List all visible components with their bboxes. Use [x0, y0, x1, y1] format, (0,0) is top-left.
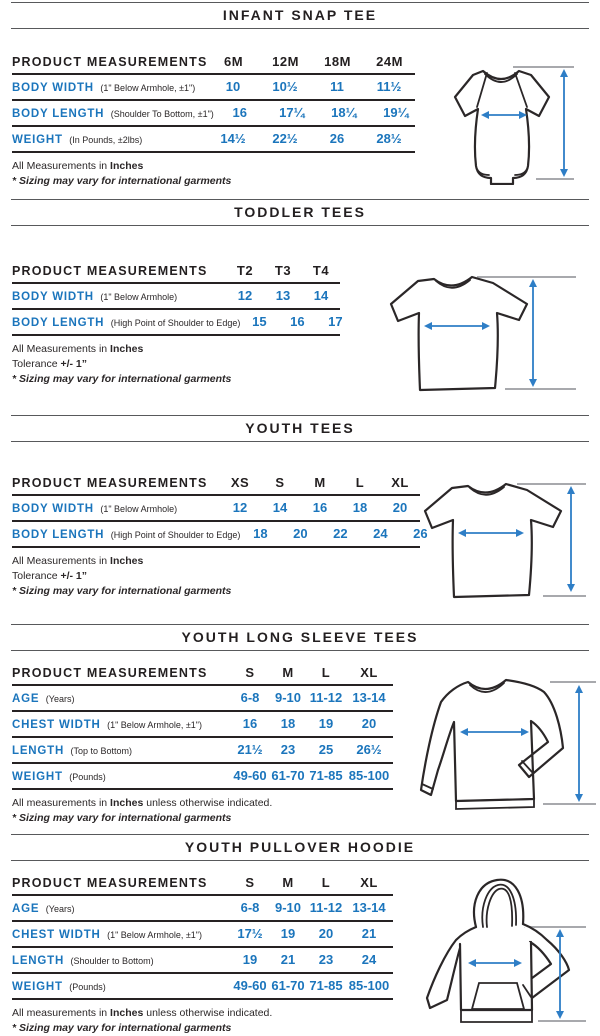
hem-band-line [456, 799, 534, 809]
table-header-row [12, 474, 420, 496]
section-header [11, 2, 589, 29]
column-header: XL [391, 475, 409, 490]
row-label [12, 130, 207, 148]
measurement-value: 26½ [356, 742, 382, 757]
table-row [12, 75, 415, 101]
onesie-outline [455, 71, 549, 184]
row-label [12, 767, 231, 785]
measurement-value: 17¼ [279, 105, 305, 120]
measurements-table [12, 474, 428, 548]
column-header: XL [360, 665, 378, 680]
youth-pullover-hoodie-illustration [420, 876, 592, 1026]
measurement-value: 14½ [220, 131, 246, 146]
measurement-value: 17 [328, 314, 343, 329]
sizing-note: * Sizing may vary for international garments [12, 585, 232, 597]
measurement-value: 6-8 [240, 900, 260, 915]
measurement-value: 12 [232, 500, 248, 515]
measurement-note: (Pounds) [69, 772, 106, 782]
measurement-value: 18 [352, 500, 368, 515]
infant-snap-tee-illustration [441, 63, 589, 185]
column-header: M [282, 665, 294, 680]
table-header-label: PRODUCT MEASUREMENTS [12, 666, 208, 680]
measurement-name: WEIGHT [12, 134, 63, 146]
measurement-value: 18 [280, 716, 296, 731]
section-title: YOUTH PULLOVER HOODIE [184, 839, 416, 855]
measurement-note: (High Point of Shoulder to Edge) [110, 318, 241, 328]
sizing-note: * Sizing may vary for international garments [12, 175, 232, 187]
row-label [12, 689, 231, 707]
length-arrow [575, 685, 583, 802]
measurement-value: 20 [392, 500, 408, 515]
column-header: XS [230, 475, 250, 490]
measurement-value: 19 [280, 926, 296, 941]
measurement-note: (Years) [45, 694, 75, 704]
section-infant-snap-tee [0, 2, 600, 199]
column-header: S [275, 475, 285, 490]
row-label [12, 525, 240, 543]
measurement-value: 49-60 [233, 978, 267, 993]
measurement-value: 11½ [376, 79, 402, 94]
row-label [12, 715, 231, 733]
measurement-name: LENGTH [12, 745, 65, 757]
measurement-value: 16 [242, 716, 258, 731]
measurement-note: (High Point of Shoulder to Edge) [110, 530, 241, 540]
table-row [12, 101, 415, 127]
measurement-value: 85-100 [348, 768, 390, 783]
measurement-value: 20 [293, 526, 308, 541]
measurement-value: 16 [312, 500, 328, 515]
measurement-value: 61-70 [271, 768, 305, 783]
column-header: L [355, 475, 365, 490]
measurements-table [12, 262, 343, 336]
section-title: YOUTH TEES [245, 420, 355, 436]
row-label [12, 313, 240, 331]
measurement-value: 13 [275, 288, 291, 303]
long-sleeve-tee-outline [421, 680, 563, 801]
measurement-value: 26 [329, 131, 345, 146]
measurement-name: LENGTH [12, 955, 65, 967]
measurement-name: BODY WIDTH [12, 503, 94, 515]
table-row [12, 284, 340, 310]
measurement-value: 22 [333, 526, 348, 541]
measurement-value: 61-70 [271, 978, 305, 993]
toddler-tee-illustration [388, 271, 584, 401]
measurement-value: 16 [232, 105, 248, 120]
measurement-note: (Pounds) [69, 982, 106, 992]
measurement-value: 24 [373, 526, 388, 541]
tee-outline [425, 484, 561, 597]
measurements-note: All Measurements in Inches [12, 343, 144, 355]
table-row [12, 738, 393, 764]
measurement-name: BODY WIDTH [12, 291, 94, 303]
table-row [12, 686, 393, 712]
sizing-note: * Sizing may vary for international garments [12, 373, 232, 385]
measurement-note: (Top to Bottom) [70, 746, 133, 756]
measurement-note: (Shoulder To Bottom, ±1") [110, 109, 214, 119]
column-header: L [321, 665, 331, 680]
measurement-value: 71-85 [309, 768, 343, 783]
measurement-value: 11-12 [309, 900, 343, 915]
table-header-row [12, 874, 393, 896]
measurement-value: 19¼ [383, 105, 409, 120]
measurement-name: BODY LENGTH [12, 317, 105, 329]
measurement-value: 21 [361, 926, 377, 941]
hem-band-line [461, 1010, 532, 1022]
measurement-value: 71-85 [309, 978, 343, 993]
table-row [12, 764, 393, 790]
measurement-value: 14 [272, 500, 288, 515]
column-header: 24M [376, 54, 403, 69]
measurements-note: All Measurements in Inches [12, 555, 144, 567]
table-header-row [12, 53, 415, 75]
measurements-table [12, 874, 393, 1000]
row-label [12, 78, 207, 96]
measurements-note: All Measurements in Inches [12, 160, 144, 172]
measurement-value: 16 [290, 314, 305, 329]
sizing-note: * Sizing may vary for international garments [12, 812, 232, 824]
section-title: YOUTH LONG SLEEVE TEES [181, 629, 419, 645]
measurement-note: (Years) [45, 904, 75, 914]
measurements-note: All measurements in Inches unless otherwise indicated. [12, 1007, 273, 1019]
row-label [12, 741, 231, 759]
measurement-note: (Shoulder to Bottom) [70, 956, 154, 966]
table-header-label: PRODUCT MEASUREMENTS [12, 55, 208, 69]
column-header: T2 [236, 263, 254, 278]
measurement-note: (In Pounds, ±2lbs) [69, 135, 143, 145]
youth-long-sleeve-tee-illustration [416, 670, 598, 828]
table-row [12, 522, 428, 548]
measurement-value: 24 [361, 952, 377, 967]
body-length-arrow [529, 279, 537, 387]
sizing-note: * Sizing may vary for international garments [12, 1022, 232, 1034]
section-header [11, 415, 589, 442]
measurement-value: 18¼ [331, 105, 357, 120]
measurement-name: BODY LENGTH [12, 108, 105, 120]
column-header: M [314, 475, 326, 490]
column-header: 18M [324, 54, 351, 69]
column-header: XL [360, 875, 378, 890]
measurement-value: 10 [225, 79, 241, 94]
measurement-value: 49-60 [233, 768, 267, 783]
measurement-value: 23 [318, 952, 334, 967]
table-row [12, 712, 393, 738]
tolerance-note: Tolerance +/- 1” [12, 570, 88, 582]
table-header-label: PRODUCT MEASUREMENTS [12, 264, 208, 278]
table-header-label: PRODUCT MEASUREMENTS [12, 476, 208, 490]
measurement-name: WEIGHT [12, 771, 63, 783]
section-header [11, 834, 589, 861]
measurement-value: 85-100 [348, 978, 390, 993]
row-label [12, 104, 214, 122]
measurement-value: 11-12 [309, 690, 343, 705]
measurement-name: BODY WIDTH [12, 82, 94, 94]
table-row [12, 896, 393, 922]
measurement-value: 21 [280, 952, 296, 967]
column-header: T3 [274, 263, 292, 278]
measurement-note: (1" Below Armhole) [100, 504, 178, 514]
measurement-value: 20 [361, 716, 377, 731]
row-label [12, 899, 231, 917]
section-header [11, 624, 589, 651]
section-toddler-tees [0, 199, 600, 415]
row-label [12, 951, 231, 969]
measurement-name: AGE [12, 903, 40, 915]
table-header-row [12, 664, 393, 686]
measurements-table [12, 53, 415, 153]
measurement-value: 15 [252, 314, 267, 329]
table-header-row [12, 262, 340, 284]
tee-outline [391, 277, 527, 390]
measurement-value: 19 [318, 716, 334, 731]
tolerance-note: Tolerance +/- 1” [12, 358, 88, 370]
measurement-value: 19 [242, 952, 258, 967]
measurement-value: 13-14 [352, 900, 386, 915]
column-header: S [245, 875, 255, 890]
table-row [12, 310, 343, 336]
table-row [12, 496, 420, 522]
section-youth-pullover-hoodie [0, 834, 600, 1036]
column-header: S [245, 665, 255, 680]
table-header-label: PRODUCT MEASUREMENTS [12, 876, 208, 890]
table-row [12, 974, 393, 1000]
measurement-name: BODY LENGTH [12, 529, 105, 541]
row-label [12, 287, 226, 305]
measurement-note: (1" Below Armhole, ±1") [100, 83, 196, 93]
measurement-value: 9-10 [274, 900, 302, 915]
measurement-value: 23 [280, 742, 296, 757]
measurement-name: CHEST WIDTH [12, 719, 101, 731]
measurement-value: 11 [330, 79, 344, 94]
measurements-note: All measurements in Inches unless otherwise indicated. [12, 797, 273, 809]
measurement-value: 21½ [237, 742, 263, 757]
table-row [12, 127, 415, 153]
measurement-value: 18 [253, 526, 268, 541]
measurement-value: 25 [318, 742, 334, 757]
body-length-arrow [560, 69, 568, 177]
measurement-value: 28½ [376, 131, 402, 146]
column-header: 6M [224, 54, 244, 69]
measurement-value: 10½ [272, 79, 298, 94]
measurement-value: 14 [313, 288, 329, 303]
measurement-note: (1" Below Armhole, ±1") [107, 720, 202, 730]
measurement-value: 22½ [272, 131, 298, 146]
measurement-note: (1" Below Armhole, ±1") [107, 930, 202, 940]
measurement-value: 12 [237, 288, 253, 303]
column-header: L [321, 875, 331, 890]
row-label [12, 925, 231, 943]
column-header: 12M [272, 54, 299, 69]
measurement-value: 9-10 [274, 690, 302, 705]
column-header: T4 [312, 263, 330, 278]
section-title: INFANT SNAP TEE [222, 7, 378, 23]
section-title: TODDLER TEES [234, 204, 366, 220]
table-row [12, 948, 393, 974]
measurement-name: AGE [12, 693, 40, 705]
youth-tee-illustration [422, 478, 594, 608]
column-header: M [282, 875, 294, 890]
section-youth-long-sleeve-tees [0, 624, 600, 834]
section-header [11, 199, 589, 226]
measurement-value: 20 [318, 926, 334, 941]
measurement-note: (1" Below Armhole) [100, 292, 178, 302]
measurement-value: 17½ [237, 926, 263, 941]
measurement-name: CHEST WIDTH [12, 929, 101, 941]
section-youth-tees [0, 415, 600, 624]
measurements-table [12, 664, 393, 790]
measurement-name: WEIGHT [12, 981, 63, 993]
row-label [12, 977, 231, 995]
body-length-arrow [567, 486, 575, 592]
row-label [12, 499, 220, 517]
measurement-value: 6-8 [240, 690, 260, 705]
measurement-value: 13-14 [352, 690, 386, 705]
measurement-value: 26 [413, 526, 428, 541]
